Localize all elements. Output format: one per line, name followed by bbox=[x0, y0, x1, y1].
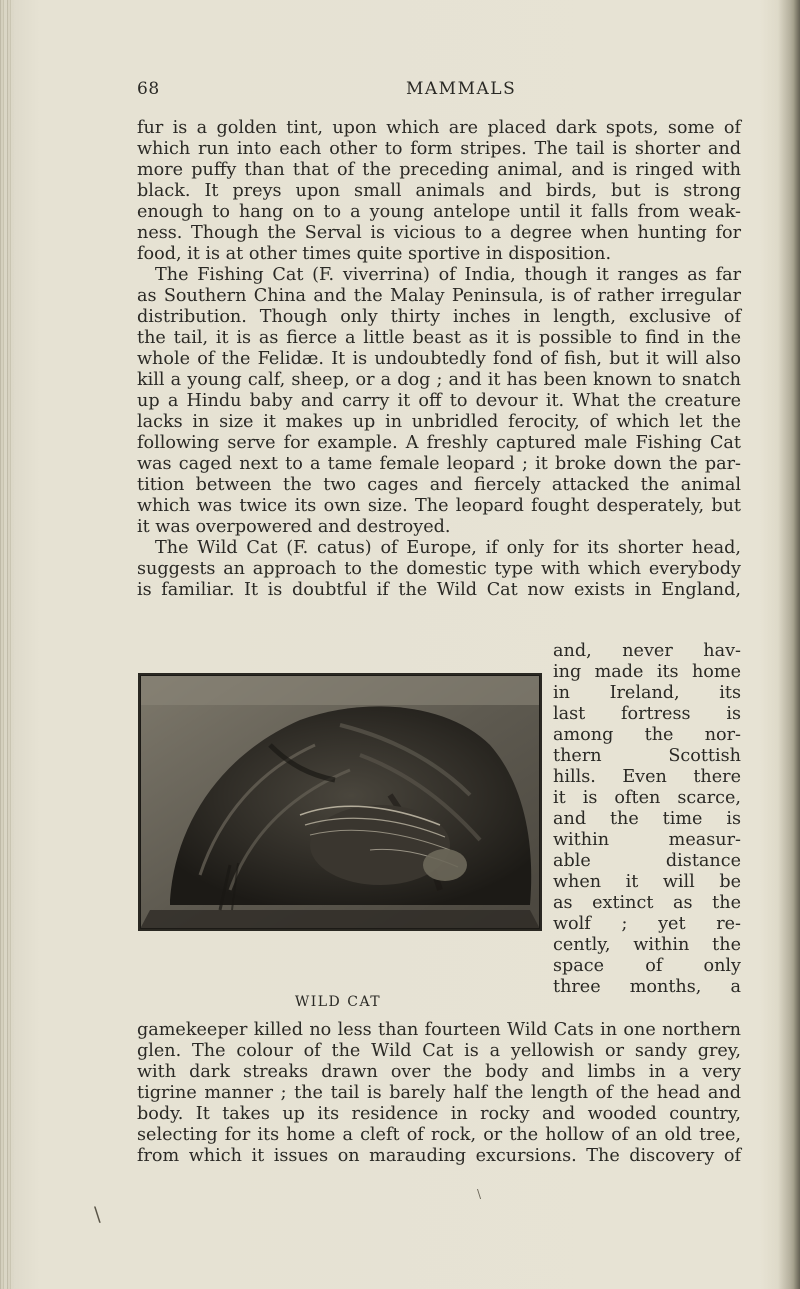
page-edge-shadow bbox=[778, 0, 800, 1289]
text-line: enough to hang on to a young antelope until it falls from weak- bbox=[137, 202, 741, 222]
text-line: whole of the Felidæ. It is undoubtedly fond of fish, but it will also bbox=[137, 349, 741, 369]
text-line: within measur- bbox=[553, 830, 741, 850]
text-line: was caged next to a tame female leopard ; it broke down the par- bbox=[137, 454, 741, 474]
text-line: it was overpowered and destroyed. bbox=[137, 517, 451, 537]
text-line: selecting for its home a cleft of rock, or the hollow of an old tree, bbox=[137, 1125, 741, 1145]
text-line: it is often scarce, bbox=[553, 788, 741, 808]
body-text-bottom bbox=[137, 1020, 741, 1167]
text-line: able distance bbox=[553, 851, 741, 871]
text-line: wolf ; yet re- bbox=[553, 914, 741, 934]
text-line: The Fishing Cat (F. viverrina) of India, though it ranges as far bbox=[155, 265, 741, 285]
text-line: fur is a golden tint, upon which are placed dark spots, some of bbox=[137, 118, 741, 138]
text-line: The Wild Cat (F. catus) of Europe, if only for its shorter head, bbox=[155, 538, 741, 558]
text-line: gamekeeper killed no less than fourteen Wild Cats in one northern bbox=[137, 1020, 741, 1040]
text-line: among the nor- bbox=[553, 725, 741, 745]
page-gutter bbox=[0, 0, 14, 1289]
text-line: space of only bbox=[553, 956, 741, 976]
text-line: following serve for example. A freshly captured male Fishing Cat bbox=[137, 433, 741, 453]
figure-caption: WILD CAT bbox=[294, 994, 382, 1010]
text-line: which was twice its own size. The leopard fought desperately, but bbox=[137, 496, 741, 516]
running-head: MAMMALS bbox=[406, 79, 517, 99]
text-line: in Ireland, its bbox=[553, 683, 741, 703]
text-line: body. It takes up its residence in rocky and wooded country, bbox=[137, 1104, 741, 1124]
text-line: glen. The colour of the Wild Cat is a yellowish or sandy grey, bbox=[137, 1041, 741, 1061]
text-line: tigrine manner ; the tail is barely half the length of the head and bbox=[137, 1083, 741, 1103]
text-line: the tail, it is as fierce a little beast as it is possible to find in the bbox=[137, 328, 741, 348]
text-line: kill a young calf, sheep, or a dog ; and it has been known to snatch bbox=[137, 370, 741, 390]
text-line: up a Hindu baby and carry it off to devour it. What the creature bbox=[137, 391, 741, 411]
text-line: thern Scottish bbox=[553, 746, 741, 766]
text-line: suggests an approach to the domestic type with which everybody bbox=[137, 559, 741, 579]
text-line: distribution. Though only thirty inches in length, exclusive of bbox=[137, 307, 741, 327]
stray-mark: \ bbox=[477, 1187, 482, 1201]
text-line: lacks in size it makes up in unbridled ferocity, of which let the bbox=[137, 412, 741, 432]
text-line: from which it issues on marauding excursions. The discovery of bbox=[137, 1146, 741, 1166]
text-line: more puffy than that of the preceding animal, and is ringed with bbox=[137, 160, 741, 180]
text-line: and the time is bbox=[553, 809, 741, 829]
text-line: when it will be bbox=[553, 872, 741, 892]
text-line: tition between the two cages and fiercely attacked the animal bbox=[137, 475, 741, 495]
text-line: food, it is at other times quite sportive in disposition. bbox=[137, 244, 612, 264]
text-line: ing made its home bbox=[553, 662, 741, 682]
text-line: ness. Though the Serval is vicious to a degree when hunting for bbox=[137, 223, 741, 243]
text-line: is familiar. It is doubtful if the Wild Cat now exists in England, bbox=[137, 580, 741, 600]
text-line: as Southern China and the Malay Peninsula, is of rather irregular bbox=[137, 286, 741, 306]
text-line: black. It preys upon small animals and birds, but is strong bbox=[137, 181, 741, 201]
body-text-wrapped bbox=[553, 641, 741, 998]
body-text-top bbox=[137, 118, 741, 601]
text-line: three months, a bbox=[553, 977, 741, 997]
text-line: cently, within the bbox=[553, 935, 741, 955]
text-line: last fortress is bbox=[553, 704, 741, 724]
page-number: 68 bbox=[137, 79, 160, 99]
text-line: hills. Even there bbox=[553, 767, 741, 787]
text-line: and, never hav- bbox=[553, 641, 741, 661]
wild-cat-illustration bbox=[140, 675, 540, 929]
wild-cat-photograph bbox=[138, 673, 542, 931]
text-line: which run into each other to form stripes. The tail is shorter and bbox=[137, 139, 741, 159]
stray-mark: \ bbox=[94, 1202, 101, 1226]
text-line: with dark streaks drawn over the body and limbs in a very bbox=[137, 1062, 741, 1082]
text-line: as extinct as the bbox=[553, 893, 741, 913]
